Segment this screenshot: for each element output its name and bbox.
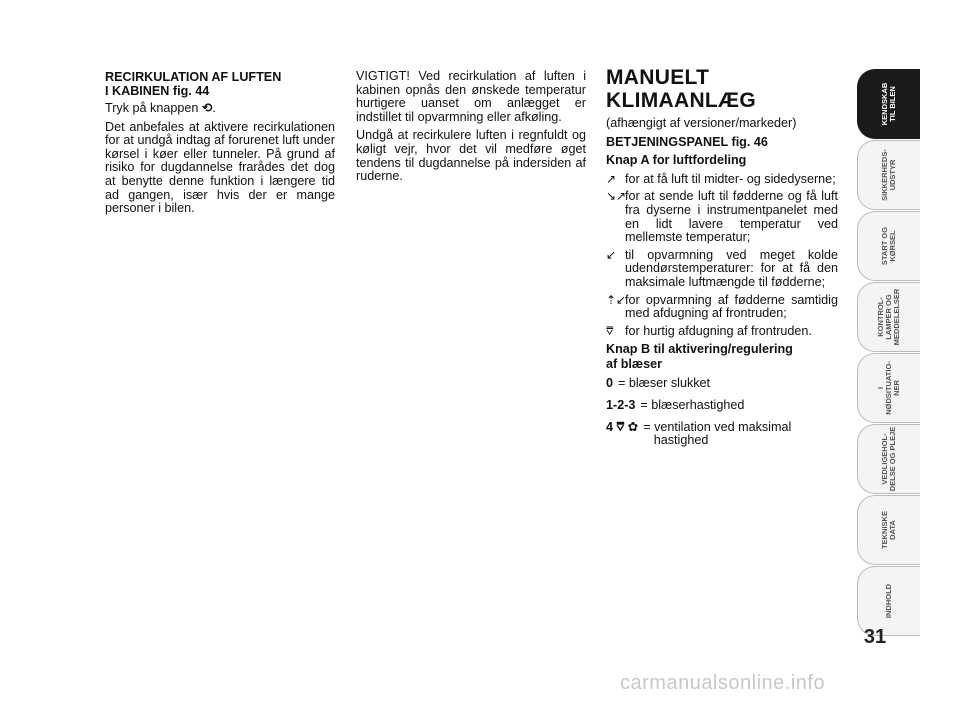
title-line-1: MANUELT	[606, 66, 710, 89]
list-item	[606, 249, 838, 290]
tab-label: I NØDSITUATIO- NER	[876, 361, 901, 415]
list-item	[606, 294, 838, 321]
item-text: til opvarmning ved meget kolde udendørstemperaturer: for at få den maksimale luftmængde til fødderne;	[625, 247, 838, 289]
tab-start[interactable]	[857, 211, 920, 281]
recirculation-paragraph: Det anbefales at aktivere recirkulationen for at undgå indtag af forurenet luft under kørsel i køer eller tunneler. På grund af risiko for dugdannelse frarådes det dog at benytte denne funktion i længere tid ad gangen, især hvis der er mange personer i bilen.	[105, 119, 335, 216]
tab-label: TEKNISKE DATA	[880, 511, 897, 549]
important-paragraph: VIGTIGT! Ved recirkulation af luften i kabinen opnås den ønskede temperatur hurtigere uanset om anlægget er indstillet til opvarmning eller afkøling.	[356, 69, 586, 124]
left-column	[105, 70, 335, 221]
item-text: for hurtig afdugning af frontruden.	[625, 323, 812, 338]
knob-a-heading: Knap A for luftfordeling	[606, 153, 747, 168]
fan-value: = blæser slukket	[618, 376, 711, 391]
tab-label: VEDLIGEHOL- DELSE OG PLEJE	[880, 426, 897, 492]
tab-label: START OG KØRSEL	[880, 226, 897, 266]
vent-face-icon: ↗	[606, 171, 617, 186]
page-number: 31	[863, 626, 887, 648]
title-line-2: KLIMAANLÆG	[606, 89, 756, 112]
panel-heading: BETJENINGSPANEL fig. 46	[606, 134, 768, 149]
vent-feet-defrost-icon: ⇡↙	[606, 292, 627, 307]
tab-label: SIKKERHEDS- UDSTYR	[880, 149, 897, 201]
fan-value: = blæserhastighed	[640, 397, 745, 412]
item-text: for at få luft til midter- og sidedyserne;	[625, 171, 836, 186]
recirculation-instruction	[105, 102, 335, 116]
tab-label: KENDSKAB TIL BILEN	[880, 82, 897, 126]
middle-column	[356, 70, 586, 189]
fan-value: = ventilation ved maksimal hastighed	[643, 419, 792, 448]
vent-feet-icon: ↙	[606, 247, 617, 262]
fan-key: 0	[606, 376, 614, 391]
fan-key: 4 ⩢ ✿	[606, 419, 639, 434]
right-column	[606, 66, 838, 456]
tab-label: KONTROL- LAMPER OG MEDDELELSER	[876, 288, 901, 346]
item-text: for at sende luft til fødderne og få luft fra dyserne i instrumentpanelet med en lidt lavere temperatur ved mellemste temperatur;	[625, 189, 838, 245]
fan-row	[606, 377, 838, 391]
chapter-tabs	[857, 69, 920, 637]
recirculation-icon: ⟲	[201, 101, 213, 115]
instruction-end: .	[212, 101, 216, 115]
fan-row	[606, 421, 838, 448]
knob-b-heading: Knap B til aktivering/regulering af blæser	[606, 342, 793, 372]
list-item	[606, 325, 838, 339]
list-item	[606, 173, 838, 187]
fan-key: 1-2-3	[606, 397, 636, 412]
fan-row	[606, 399, 838, 413]
weather-paragraph: Undgå at recirkulere luften i regnfuldt og køligt vejr, hvor det vil medføre øget tendens til dugdannelse på indersiden af ruderne.	[356, 128, 586, 184]
tab-nodsituationer[interactable]	[857, 353, 920, 423]
recirculation-heading: RECIRKULATION AF LUFTEN I KABINEN fig. 44	[105, 70, 282, 98]
vent-face-feet-icon: ↘↗	[606, 189, 627, 204]
watermark: carmanualsonline.info	[620, 672, 826, 694]
tab-kontrollamper[interactable]	[857, 282, 920, 352]
subtitle: (afhængigt af versioner/markeder)	[606, 116, 797, 130]
air-distribution-list	[606, 173, 838, 339]
defrost-icon: ⩢	[606, 323, 614, 338]
tab-sikkerhed[interactable]	[857, 140, 920, 210]
tab-label: INDHOLD	[884, 583, 893, 619]
tab-kendskab[interactable]	[857, 69, 920, 139]
list-item	[606, 190, 838, 244]
item-text: for opvarmning af fødderne samtidig med afdugning af frontruden;	[625, 292, 838, 321]
tab-vedligeholdelse[interactable]	[857, 424, 920, 494]
section-title	[606, 66, 838, 112]
instruction-text: Tryk på knappen	[105, 101, 199, 115]
tab-tekniske-data[interactable]	[857, 495, 920, 565]
